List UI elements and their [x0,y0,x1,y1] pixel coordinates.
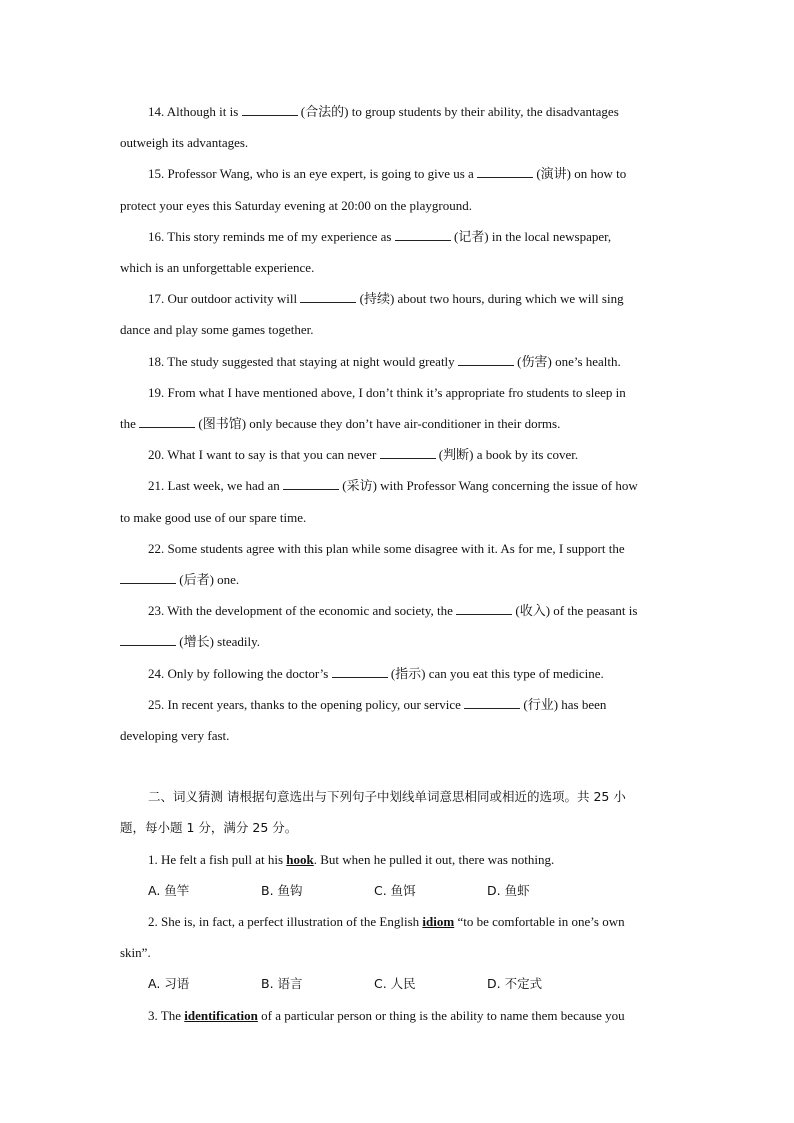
option-c[interactable]: C. 人民 [374,976,416,992]
option-b[interactable]: B. 鱼钩 [261,882,303,898]
answer-blank[interactable] [242,104,298,116]
section-title: 二、词义猜测 请根据句意选出与下列句子中划线单词意思相同或相近的选项。共 25 小 [148,789,626,805]
answer-blank[interactable] [380,447,436,459]
fill-item-21: 21. Last week, we had an (采访) with Professor Wang concerning the issue of how to make good use of our spare time. [120,478,638,525]
fill-item-18: 18. The study suggested that staying at night would greatly (伤害) one’s health. [148,353,621,369]
answer-blank[interactable] [332,666,388,678]
options-q2 [120,968,674,999]
option-a[interactable]: A. 鱼竿 [148,882,190,898]
fill-item-20: 20. What I want to say is that you can never (判断) a book by its cover. [148,447,579,463]
answer-blank[interactable] [300,291,356,303]
keyword: identification [184,1007,258,1023]
fill-item-23: 23. With the development of the economic and society, the (收入) of the peasant is (增长) steadily. [120,595,674,657]
question-3: 3. The identification of a particular person or thing is the ability to name them because you [148,1007,625,1023]
answer-blank[interactable] [458,354,514,366]
fill-item-25: 25. In recent years, thanks to the opening policy, our service (行业) has been developing very fast. [120,696,607,744]
option-c[interactable]: C. 鱼饵 [374,882,416,898]
answer-blank[interactable] [139,416,195,428]
option-d[interactable]: D. 鱼虾 [487,882,530,898]
question-2: 2. She is, in fact, a perfect illustration of the English idiom “to be comfortable in one’s own skin”. [120,914,625,961]
fill-item-17: 17. Our outdoor activity will (持续) about two hours, during which we will sing dance and play some games together. [120,291,624,338]
section-gap [120,751,674,781]
options-q1 [120,875,674,906]
answer-blank[interactable] [283,478,339,490]
answer-blank[interactable] [120,634,176,646]
keyword: hook [286,851,314,867]
document-content [120,96,674,1031]
option-d[interactable]: D. 不定式 [487,976,543,992]
answer-blank[interactable] [456,603,512,615]
fill-item-15: 15. Professor Wang, who is an eye expert, is going to give us a (演讲) on how to protect your eyes this Saturday evening at 20:00 on the playground. [120,166,627,213]
section-title-cont: 题，每小题 1 分，满分 25 分。 [120,820,298,836]
option-a[interactable]: A. 习语 [148,976,190,992]
question-1: 1. He felt a fish pull at his hook. But when he pulled it out, there was nothing. [148,851,555,867]
fill-item-19: 19. From what I have mentioned above, I don’t think it’s appropriate fro students to sleep in the (图书馆) only because they don’t have air-conditioner in their dorms. [120,384,626,432]
fill-item-22: 22. Some students agree with this plan while some disagree with it. As for me, I support the (后者) one. [120,533,674,595]
fill-item-16: 16. This story reminds me of my experience as (记者) in the local newspaper, which is an unforgettable experience. [120,228,612,276]
fill-item-24: 24. Only by following the doctor’s (指示) can you eat this type of medicine. [148,665,604,681]
keyword: idiom [422,914,455,930]
answer-blank[interactable] [464,697,520,709]
option-b[interactable]: B. 语言 [261,976,303,992]
answer-blank[interactable] [120,572,176,584]
answer-blank[interactable] [477,166,533,178]
fill-item-14: 14. Although it is (合法的) to group students by their ability, the disadvantages outweigh its advantages. [120,104,619,151]
answer-blank[interactable] [395,229,451,241]
